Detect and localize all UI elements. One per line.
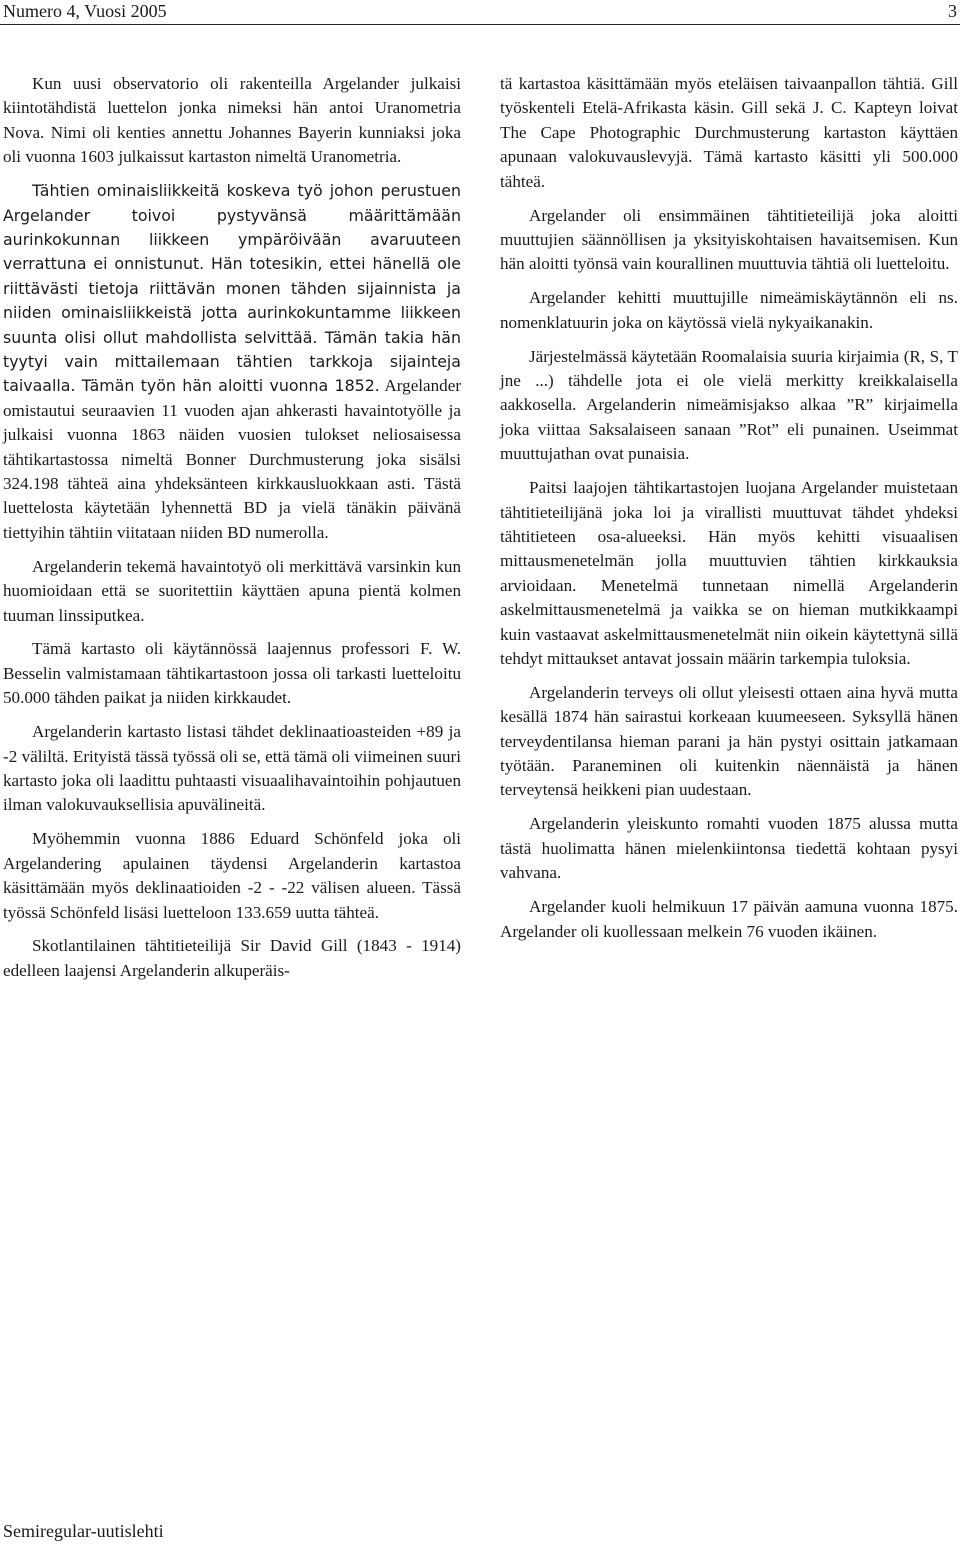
paragraph: Kun uusi observatorio oli rakenteilla Argelander julkaisi kiintotähdistä luettelon jonka nimeksi hän antoi Uranometria Nova. Nimi oli kenties annettu Johannes Bayerin kunniaksi joka oli vuonna 1603 julkaissut kartaston nimeltä Uranometria. bbox=[3, 74, 461, 167]
paragraph: Paitsi laajojen tähtikartastojen luojana Argelander muistetaan tähtitieteilijänä joka loi ja virallisti muuttuvat tähdet yhdeksi tähtitieteen osa-alueeksi. Hän myös kehitti visuaalisen mittausmenetelmän jolla muuttuvien tähtien kirkkauksia arvioidaan. Menetelmä tunnetaan nimellä Argelanderin askelmittausmenetelmä ja vaikka se on hieman mutkikkaampi kuin vastaavat askelmittausmenetelmät niin oikein käytettynä sillä tehdyt mittaukset antavat jossain määrin tarkempia tuloksia. bbox=[500, 478, 958, 668]
header-divider bbox=[0, 24, 960, 25]
paragraph-serif-text: Argelander omistautui seuraavien 11 vuoden ajan ahkerasti havaintotyölle ja julkaisi vuonna 1863 näiden vuosien tulokset neliosaisessa tähtikartastossa nimeltä Bonner Durchmusterung joka sisälsi 324.198 tähteä aina yhdeksänteen kirkkausluokkaan asti. Tästä luettelosta käytetään lyhennettä BD ja vielä tänäkin päivänä tiettyihin tähtiin viitataan niiden BD numerolla. bbox=[3, 376, 462, 542]
paragraph bbox=[3, 179, 461, 545]
page-number: 3 bbox=[948, 1, 957, 21]
paragraph: Argelander kuoli helmikuun 17 päivän aamuna vuonna 1875. Argelander oli kuollessaan melkein 76 vuoden ikäinen. bbox=[500, 897, 958, 941]
paragraph: Argelander kehitti muuttujille nimeämiskäytännön eli ns. nomenklatuurin joka on käytössä vielä nykyaikanakin. bbox=[500, 288, 958, 332]
issue-label: Numero 4, Vuosi 2005 bbox=[3, 1, 167, 21]
paragraph: tä kartastoa käsittämään myös eteläisen taivaanpallon tähtiä. Gill työskenteli Etelä-Afrikasta käsin. Gill sekä J. C. Kapteyn loivat The Cape Photographic Durchmusterung kartaston käyttäen apunaan valokuvauslevyjä. Tämä kartasto käsitti yli 500.000 tähteä. bbox=[500, 74, 958, 191]
publication-footer: Semiregular-uutislehti bbox=[3, 1521, 164, 1541]
paragraph: Skotlantilainen tähtitieteilijä Sir David Gill (1843 - 1914) edelleen laajensi Argelanderin alkuperäis- bbox=[3, 936, 461, 980]
paragraph: Argelander oli ensimmäinen tähtitieteilijä joka aloitti muuttujien säännöllisen ja yksityiskohtaisen havaitsemisen. Kun hän aloitti työnsä vain kourallinen muuttuvia tähtiä oli luetteloitu. bbox=[500, 205, 958, 274]
paragraph: Argelanderin kartasto listasi tähdet deklinaatioasteiden +89 ja -2 väliltä. Erityistä tässä työssä oli se, että tämä oli viimeinen suuri kartasto joka oli laadittu puhtaasti visuaalihavaintoihin pohjautuen ilman valokuvauksellisia apuvälineitä. bbox=[3, 722, 461, 815]
paragraph: Myöhemmin vuonna 1886 Eduard Schönfeld joka oli Argelandering apulainen täydensi Argelanderin kartastoa käsittämään myös deklinaatioiden -2 - -22 välisen alueen. Tässä työssä Schönfeld lisäsi luetteloon 133.659 uutta tähteä. bbox=[3, 829, 461, 922]
right-column bbox=[500, 72, 958, 953]
paragraph: Tämä kartasto oli käytännössä laajennus professori F. W. Besselin valmistamaan tähtikartastoon jossa oli tarkasti luetteloitu 50.000 tähden paikat ja niiden kirkkaudet. bbox=[3, 639, 461, 708]
paragraph-sans-text: Tähtien ominaisliikkeitä koskeva työ johon perustuen Argelander toivoi pystyvänsä määrittämään aurinkokunnan liikkeen ympäröivään avaruuteen verrattuna ei onnistunut. Hän totesikin, ettei hänellä ole riittävästi tietoja riittävän monen tähden sijainnista ja niiden ominaisliikkeistä jotta aurinkokuntamme liikkeen suunta olisi ollut mahdollista selvittää. Tämän takia hän tyytyi vain mittailemaan tähtien tarkkoja sijainteja taivaalla. Tämän työn hän aloitti vuonna 1852. bbox=[3, 181, 461, 396]
paragraph: Argelanderin yleiskunto romahti vuoden 1875 alussa mutta tästä huolimatta hänen mielenkiintonsa tiedettä kohtaan pysyi vahvana. bbox=[500, 814, 958, 883]
paragraph: Järjestelmässä käytetään Roomalaisia suuria kirjaimia (R, S, T jne ...) tähdelle jota ei ole vielä merkitty kreikkalaisella aakkosella. Argelanderin nimeämisjakso alkaa ”R” kirjaimella joka viittaa Saksalaiseen sanaan ”Rot” eli punainen. Useimmat muuttujathan ovat punaisia. bbox=[500, 346, 958, 464]
page-header bbox=[0, 0, 960, 22]
paragraph: Argelanderin terveys oli ollut yleisesti ottaen aina hyvä mutta kesällä 1874 hän sairastui korkeaan kuumeeseen. Syksyllä hänen terveydentilansa hieman parani ja hän pystyi osittain jatkamaan työtään. Paraneminen oli kuitenkin näennäistä ja hänen terveytensä heikkeni pian uudestaan. bbox=[500, 682, 958, 800]
left-column bbox=[3, 72, 461, 993]
paragraph: Argelanderin tekemä havaintotyö oli merkittävä varsinkin kun huomioidaan että se suoritettiin käyttäen apuna pientä kolmen tuuman linssiputkea. bbox=[3, 556, 461, 625]
